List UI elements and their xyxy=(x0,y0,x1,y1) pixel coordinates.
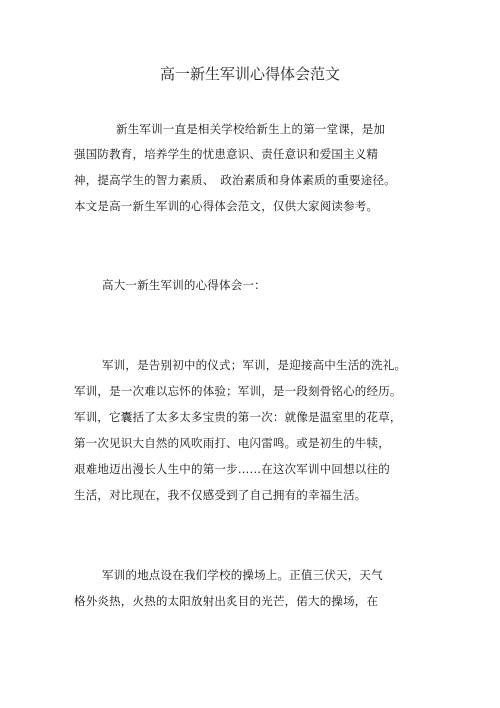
paragraph-line: 军训，它囊括了太多太多宝贵的第一次：就像是温室里的花草， xyxy=(74,410,402,424)
section-heading: 高大一新生军训的心得体会一： xyxy=(102,278,266,292)
document-title: 高一新生军训心得体会范文 xyxy=(159,65,340,83)
paragraph-line: 格外炎热，火热的太阳放射出炙目的光芒，偌大的操场，在 xyxy=(74,594,379,608)
paragraph-line: 军训，是告别初中的仪式；军训，是迎接高中生活的洗礼。 xyxy=(102,358,407,372)
paragraph-line: 军训，是一次难以忘怀的体验；军训，是一段刻骨铭心的经历。 xyxy=(74,384,402,398)
paragraph-line: 第一次见识大自然的风吹雨打、电闪雷鸣。或是初生的牛犊， xyxy=(74,436,390,450)
paragraph-line: 军训的地点设在我们学校的操场上。正值三伏天，天气 xyxy=(102,568,383,582)
paragraph-line: 生活，对比现在，我不仅感受到了自己拥有的幸福生活。 xyxy=(74,488,367,502)
intro-line: 强国防教育，培养学生的忧患意识、责任意识和爱国主义精 xyxy=(74,147,379,161)
intro-line: 新生军训一直是相关学校给新生上的第一堂课，是加 xyxy=(116,122,386,136)
intro-line: 本文是高一新生军训的心得体会范文，仅供大家阅读参考。 xyxy=(74,199,379,213)
paragraph-line: 艰难地迈出漫长人生中的第一步……在这次军训中回想以往的 xyxy=(74,462,390,476)
intro-line: 神，提高学生的智力素质、 政治素质和身体素质的重要途径。 xyxy=(74,173,396,187)
